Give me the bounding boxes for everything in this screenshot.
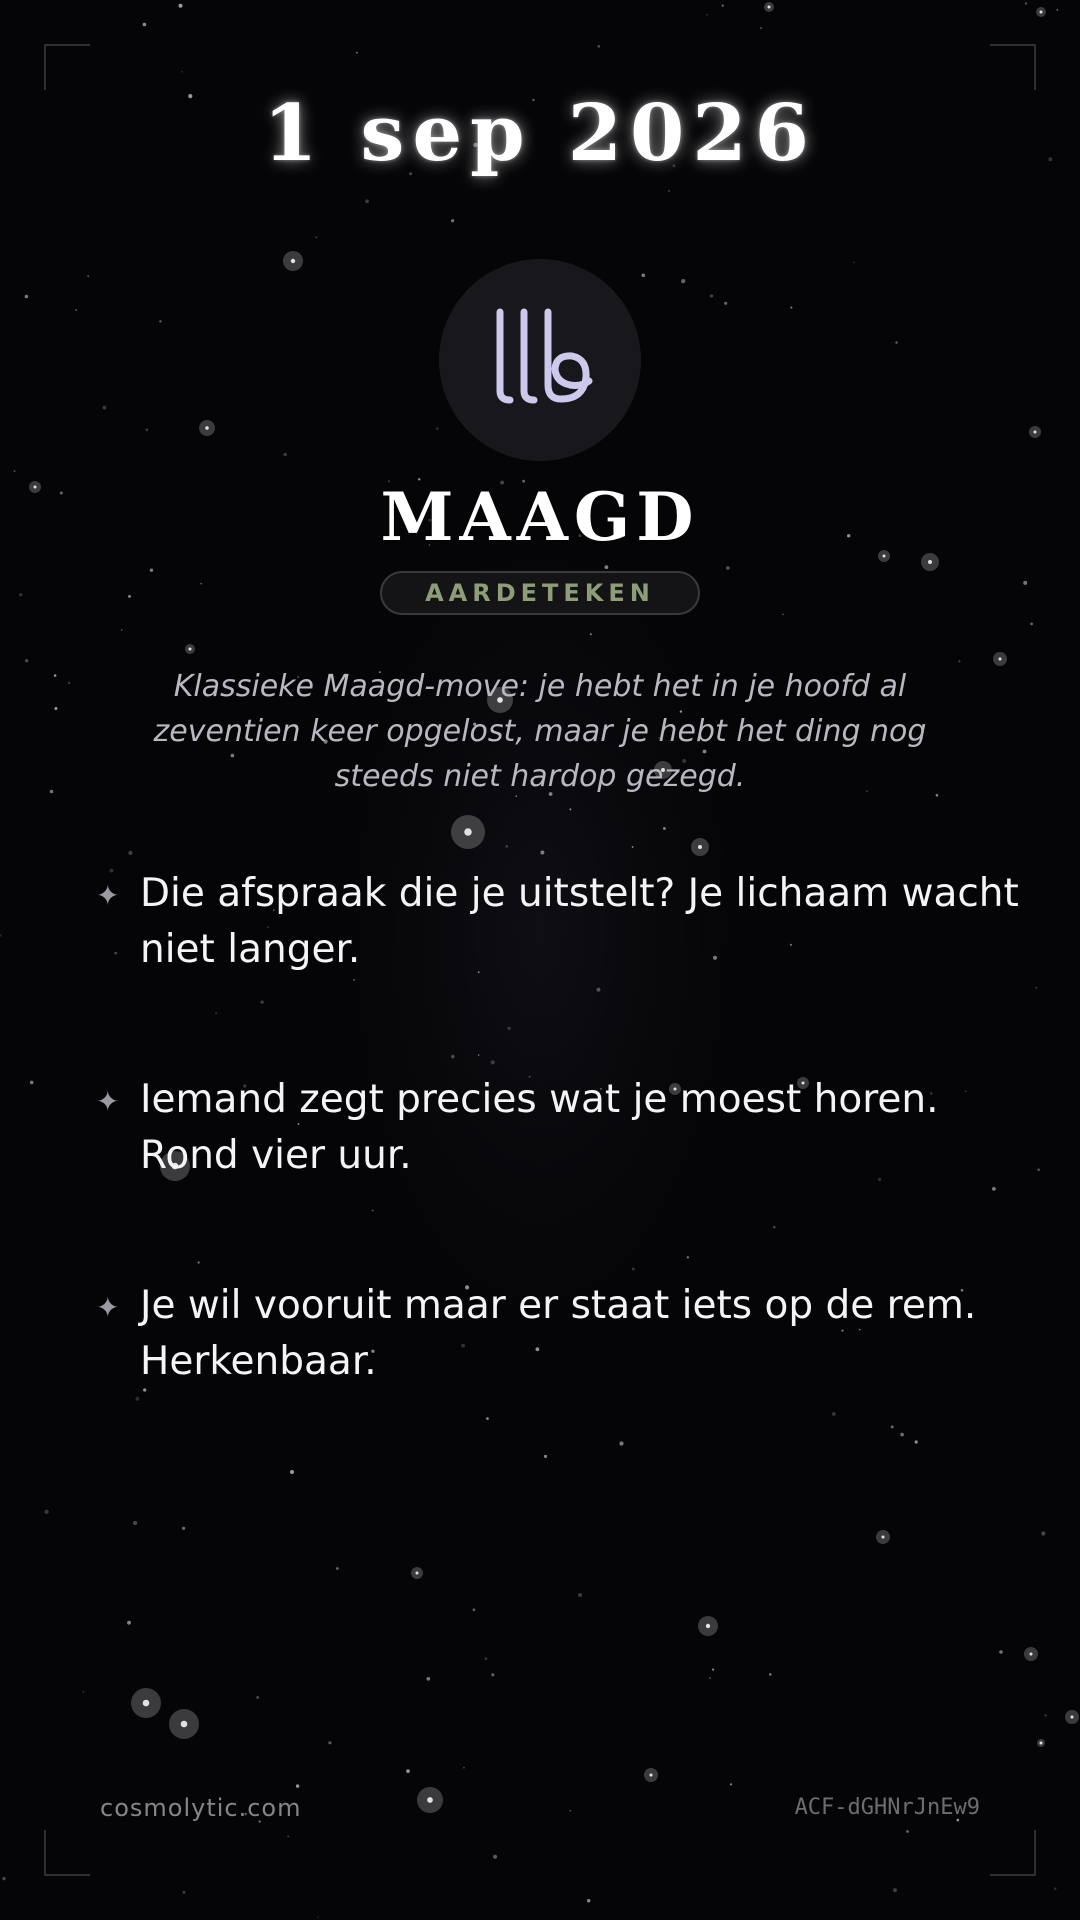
star (317, 1917, 319, 1919)
footer-reference-code: ACF-dGHNrJnEw9 (794, 1795, 980, 1820)
star (291, 259, 295, 263)
star (182, 1527, 185, 1530)
star (709, 1677, 711, 1679)
star (698, 845, 702, 849)
star (598, 45, 601, 48)
star (663, 827, 666, 830)
star (544, 1455, 547, 1458)
star (569, 808, 571, 810)
star (578, 1593, 582, 1597)
star (491, 1673, 494, 1676)
virgo-glyph-icon (439, 259, 641, 461)
star (150, 569, 153, 572)
star (1023, 581, 1027, 585)
star (181, 71, 183, 73)
star (790, 307, 792, 309)
star (724, 302, 727, 305)
star (406, 1769, 410, 1773)
star (283, 453, 287, 457)
star (1025, 2, 1027, 4)
star (82, 1691, 84, 1693)
star (540, 851, 544, 855)
star (128, 851, 132, 855)
star (68, 682, 70, 684)
star (999, 1650, 1003, 1654)
star (1034, 431, 1037, 434)
star (485, 1657, 488, 1660)
star (427, 1797, 433, 1803)
star (853, 261, 855, 263)
star (712, 1669, 714, 1671)
star (668, 190, 670, 192)
star (121, 629, 123, 631)
sparkle-icon: ✦ (96, 1291, 120, 1324)
star (464, 828, 471, 835)
star (1030, 623, 1033, 626)
corner-frame-bottom-right (990, 1830, 1036, 1876)
star (198, 1261, 200, 1263)
star (1036, 987, 1038, 989)
star (590, 633, 592, 635)
star (893, 1888, 897, 1892)
star (451, 1055, 454, 1058)
star (642, 274, 646, 278)
star (649, 1773, 652, 1776)
star (44, 1510, 48, 1514)
star (315, 236, 317, 238)
star (0, 934, 2, 937)
star (215, 1012, 217, 1014)
prediction-text: Die afspraak die je uitstelt? Je lichaam wacht niet langer. (140, 871, 1019, 972)
star (87, 275, 89, 277)
star (75, 309, 77, 311)
element-badge: AARDETEKEN (380, 571, 700, 615)
corner-frame-bottom-left (44, 1830, 90, 1876)
prediction-text: Iemand zegt precies wat je moest horen. Rond vier uur. (140, 1077, 939, 1178)
star (1040, 1742, 1043, 1745)
star (25, 295, 29, 299)
star (365, 199, 369, 203)
star (587, 1899, 590, 1902)
star (133, 1521, 137, 1525)
star (328, 1741, 331, 1744)
star (1070, 1715, 1073, 1718)
star (769, 1673, 772, 1676)
star (25, 659, 28, 662)
star (928, 560, 932, 564)
star (128, 595, 131, 598)
star (30, 1081, 34, 1085)
star (463, 1767, 465, 1769)
star (54, 674, 57, 677)
star (181, 1721, 188, 1728)
star (632, 1268, 635, 1271)
star (722, 5, 724, 7)
star (605, 565, 609, 569)
star (760, 27, 762, 29)
star (372, 1210, 374, 1212)
star (900, 1433, 904, 1437)
star (353, 979, 355, 981)
star (50, 790, 54, 794)
star (1045, 1714, 1047, 1716)
star (356, 52, 358, 54)
star (768, 6, 771, 9)
star (958, 660, 960, 662)
star (782, 614, 784, 616)
star (891, 1425, 894, 1428)
zodiac-symbol-badge (439, 259, 641, 461)
star (1029, 1652, 1032, 1655)
star (632, 846, 634, 848)
sparkle-icon: ✦ (96, 879, 120, 912)
star (451, 219, 454, 222)
star (706, 1624, 710, 1628)
star (103, 406, 107, 410)
star (296, 1784, 299, 1787)
star (143, 23, 147, 27)
star (773, 1226, 775, 1228)
star (336, 1567, 339, 1570)
star (1037, 1168, 1040, 1171)
star (14, 470, 16, 472)
corner-frame-top-left (44, 44, 90, 90)
footer-site-link[interactable]: cosmolytic.com (100, 1794, 302, 1822)
star (569, 1810, 571, 1812)
sparkle-icon: ✦ (96, 1085, 120, 1118)
star (1054, 1887, 1056, 1889)
corner-frame-top-right (990, 44, 1036, 90)
star (287, 1836, 289, 1838)
star (619, 1441, 623, 1445)
star (881, 1535, 884, 1538)
star (507, 1027, 510, 1030)
star (478, 1054, 480, 1056)
star (473, 1608, 476, 1611)
star (998, 657, 1001, 660)
star (906, 1830, 909, 1833)
star (681, 279, 685, 283)
star (1041, 1531, 1045, 1535)
star (486, 1417, 489, 1420)
star (726, 566, 730, 570)
star (290, 1470, 294, 1474)
star (200, 583, 202, 585)
zodiac-sign-name: MAAGD (380, 478, 700, 556)
prediction-text: Je wil vooruit maar er staat iets op de rem. Herkenbaar. (140, 1283, 977, 1384)
star (832, 1412, 836, 1416)
star (205, 426, 209, 430)
star (127, 1621, 131, 1625)
star (256, 1696, 259, 1699)
star (1040, 11, 1043, 14)
star (146, 428, 149, 431)
star (597, 988, 601, 992)
star (506, 845, 509, 848)
star (895, 341, 898, 344)
star (183, 1891, 186, 1894)
star (19, 593, 22, 596)
star (710, 294, 713, 297)
star (135, 1397, 139, 1401)
star (54, 707, 57, 710)
star (687, 1256, 689, 1258)
star (491, 1060, 495, 1064)
star (143, 1700, 150, 1707)
star (915, 1440, 918, 1443)
star (992, 1187, 996, 1191)
star (493, 1855, 497, 1859)
star (189, 648, 192, 651)
star (2, 1877, 5, 1880)
star (730, 1783, 732, 1785)
star (416, 1572, 419, 1575)
star (114, 952, 117, 955)
star (159, 320, 161, 322)
intro-text: Klassieke Maagd-move: je hebt het in je hoofd al zeventien keer opgelost, maar je hebt het ding nog steeds niet hardop gezegd. (153, 669, 927, 794)
star (261, 1001, 264, 1004)
star (427, 1677, 431, 1681)
star (1056, 9, 1058, 11)
star (706, 14, 708, 16)
forecast-date: 1 sep 2026 (263, 88, 817, 179)
star (179, 4, 183, 8)
